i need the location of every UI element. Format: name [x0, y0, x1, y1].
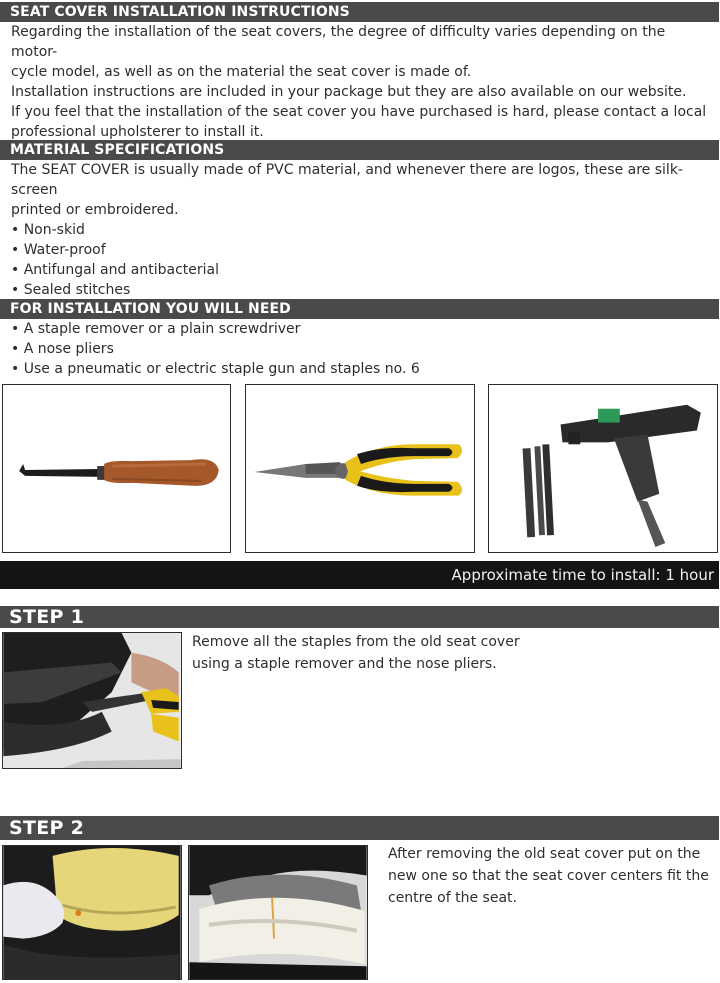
- text-line: printed or embroidered.: [11, 202, 179, 218]
- step1-title: STEP 1: [0, 606, 719, 628]
- installation-paragraph: [11, 22, 715, 142]
- step2-instructions: [388, 843, 718, 909]
- step1-photo: [2, 632, 182, 769]
- staple-remover-icon: [3, 385, 230, 552]
- text-line: Remove all the staples from the old seat cover: [192, 634, 520, 650]
- bullet-item: • Non-skid: [11, 222, 85, 238]
- staple-remover-photo: [2, 384, 231, 553]
- staple-gun-photo: [488, 384, 718, 553]
- seat-removal-icon: [3, 633, 181, 768]
- text-line: cycle model, as well as on the material the seat cover is made of.: [11, 64, 472, 80]
- step2-photo-centering: [2, 845, 182, 980]
- step2-photo-fitting: [188, 845, 368, 980]
- text-line: The SEAT COVER is usually made of PVC material, and whenever there are logos, these are silk-screen: [11, 162, 683, 198]
- text-line: Regarding the installation of the seat covers, the degree of difficulty varies depending on the motor-: [11, 24, 666, 60]
- tools-list: [11, 319, 715, 379]
- step2-title: STEP 2: [0, 816, 719, 840]
- text-line: using a staple remover and the nose pliers.: [192, 656, 497, 672]
- bullet-item: • Water-proof: [11, 242, 106, 258]
- bullet-item: • A staple remover or a plain screwdriver: [11, 321, 301, 337]
- installation-heading: SEAT COVER INSTALLATION INSTRUCTIONS: [0, 2, 719, 22]
- bullet-item: • A nose pliers: [11, 341, 114, 357]
- staple-gun-icon: [489, 385, 717, 552]
- text-line: centre of the seat.: [388, 890, 517, 906]
- seat-foam-icon: [3, 846, 181, 979]
- text-line: professional upholsterer to install it.: [11, 124, 264, 140]
- text-line: If you feel that the installation of the seat cover you have purchased is hard, please contact a local: [11, 104, 707, 120]
- text-line: new one so that the seat cover centers fit the: [388, 868, 709, 884]
- seat-cover-icon: [189, 846, 367, 979]
- text-line: After removing the old seat cover put on the: [388, 846, 701, 862]
- bullet-item: • Sealed stitches: [11, 282, 131, 298]
- material-heading: MATERIAL SPECIFICATIONS: [0, 140, 719, 160]
- material-paragraph: [11, 160, 715, 300]
- nose-pliers-photo: [245, 384, 475, 553]
- install-time-banner: Approximate time to install: 1 hour: [0, 561, 719, 589]
- tools-heading: FOR INSTALLATION YOU WILL NEED: [0, 299, 719, 319]
- pliers-icon: [246, 385, 474, 552]
- bullet-item: • Use a pneumatic or electric staple gun and staples no. 6: [11, 361, 420, 377]
- text-line: Installation instructions are included in your package but they are also available on our website.: [11, 84, 687, 100]
- bullet-item: • Antifungal and antibacterial: [11, 262, 220, 278]
- step1-instructions: [192, 631, 712, 675]
